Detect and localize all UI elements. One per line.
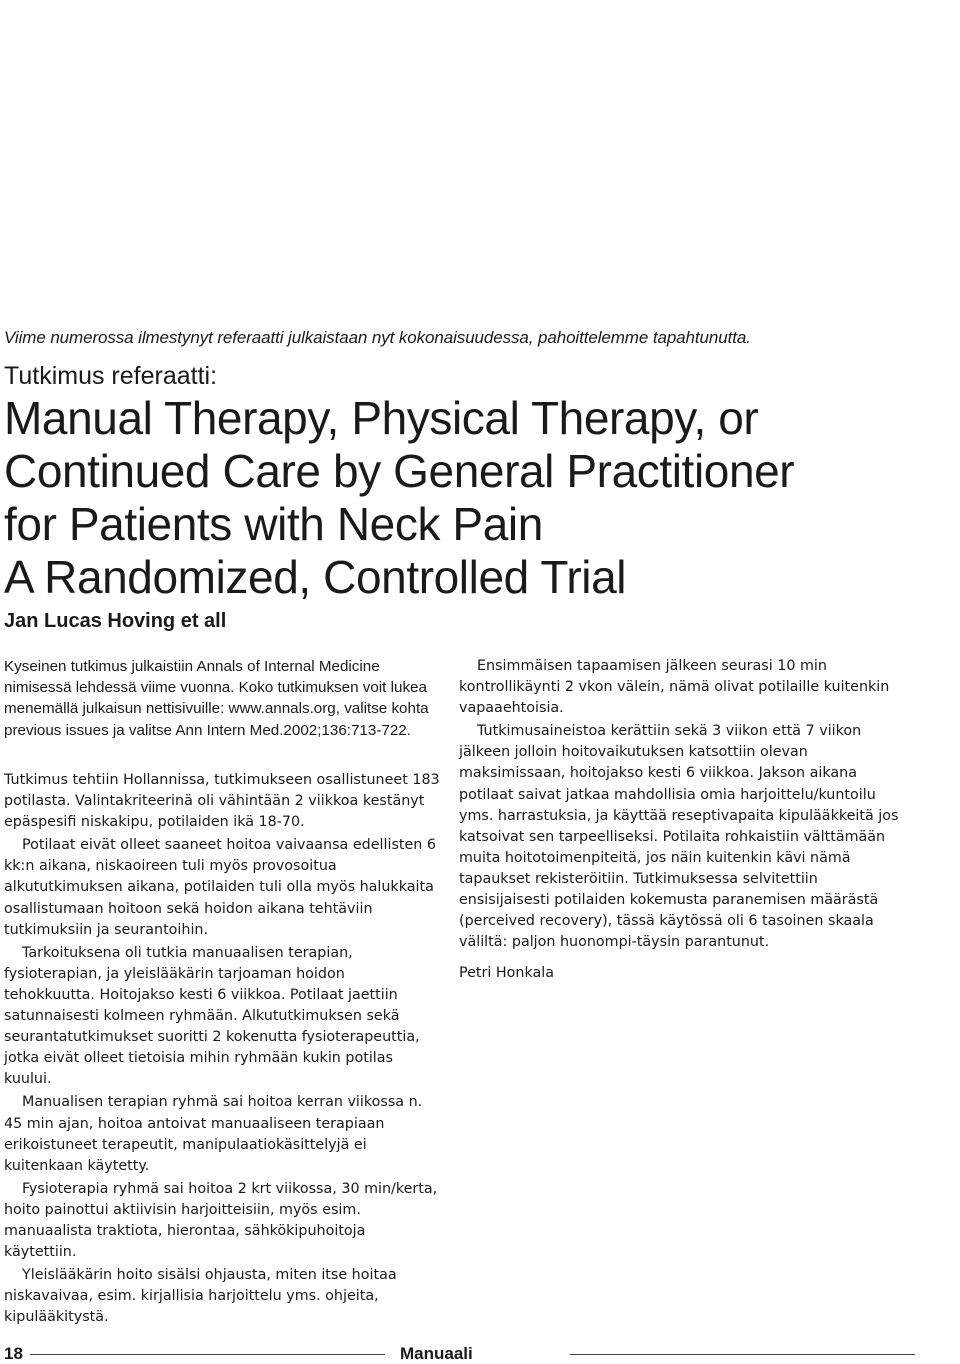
article-title (4, 392, 954, 604)
editorial-note: Viime numerossa ilmestynyt referaatti julkaistaan nyt kokonaisuudessa, pahoittelemme tapahtunutta. (4, 328, 751, 347)
page-number: 18 (4, 1344, 23, 1363)
body-paragraph: Potilaat eivät olleet saaneet hoitoa vaivaansa edellisten 6 kk:n aikana, niskaoireen tuli myös provosoitua alkututkimuksen aikana, potilaiden tuli olla myös halukkaita osallistumaan hoitoon sekä hoidon aikana tehtäviin tutkimuksiin ja seurantoihin. (4, 837, 436, 938)
body-paragraph: Yleislääkärin hoito sisälsi ohjausta, miten itse hoitaa niskavaivaa, esim. kirjallisia harjoittelu yms. ohjeita, kipulääkitystä. (4, 1267, 397, 1326)
right-column (459, 656, 899, 986)
footer-rule (570, 1354, 915, 1355)
journal-name: Manuaali (400, 1344, 473, 1363)
footer-rule (30, 1354, 385, 1355)
body-paragraph: Tarkoituksena oli tutkia manuaalisen terapian, fysioterapian, ja yleislääkärin tarjoaman hoidon tehokkuutta. Hoitojakso kesti 6 viikkoa. Potilaat jaettiin satunnaisesti kolmeen ryhmään. Alkututkimuksen sekä seurantatutkimukset suoritti 2 kokenutta fysioterapeuttia, jotka eivät olleet tietoisia mihin ryhmään kukin potilas kuului. (4, 944, 420, 1088)
title-line: for Patients with Neck Pain (4, 498, 543, 550)
body-paragraph: Manualisen terapian ryhmä sai hoitoa kerran viikossa n. 45 min ajan, hoitoa antoivat manuaaliseen terapiaan erikoistuneet terapeutit, manipulaatiokäsittelyjä ei kuitenkaan käytetty. (4, 1094, 423, 1174)
intro-paragraph: Kyseinen tutkimus julkaistiin Annals of Internal Medicine nimisessä lehdessä viime vuonna. Koko tutkimuksen voit lukea menemällä julkaisun nettisivuille: www.annals.org, valitse kohta previous issues ja valitse Ann Intern Med.2002;136:713-722. (4, 658, 429, 739)
article-author: Jan Lucas Hoving et all (4, 610, 227, 632)
body-paragraph: Fysioterapia ryhmä sai hoitoa 2 krt viikossa, 30 min/kerta, hoito painottui aktiivisin harjoitteisiin, myös esim. manuaalista traktiota, hierontaa, sähkökipuhoitoja käytettiin. (4, 1180, 438, 1261)
body-paragraph: Tutkimus tehtiin Hollannissa, tutkimukseen osallistuneet 183 potilasta. Valintakriteerinä oli vähintään 2 viikkoa kestänyt epäspesifi niskakipu, potilaiden ikä 18-70. (4, 772, 440, 831)
signature: Petri Honkala (459, 965, 554, 982)
title-line: Manual Therapy, Physical Therapy, or (4, 392, 759, 444)
left-column (4, 770, 440, 1330)
body-paragraph: Tutkimusaineistoa kerättiin sekä 3 viikon että 7 viikon jälkeen jolloin hoitovaikutuksen katsottiin olevan maksimissaan, hoitojakso kesti 6 viikkoa. Jakson aikana potilaat saivat jatkaa mahdollisia omia harjoittelu/kuntoilu yms. harrastuksia, ja käyttää reseptivapaita kipulääkkeitä jos katsoivat sen tarpeelliseksi. Potilaita rohkaistiin välttämään muita hoitotoimenpiteitä, jos näin kuitenkin kävi nämä tapaukset rekisteröitiin. Tutkimuksessa selvitettiin ensisijaisesti potilaiden kokemusta paranemisen määrästä (perceived recovery), tässä käytössä oli 6 tasoinen skaala väliltä: paljon huonompi-täysin parantunut. (459, 723, 899, 951)
body-paragraph: Ensimmäisen tapaamisen jälkeen seurasi 10 min kontrollikäynti 2 vkon välein, nämä olivat potilaille kuitenkin vapaaehtoisia. (459, 658, 890, 717)
article-kicker: Tutkimus referaatti: (4, 362, 218, 390)
title-line: Continued Care by General Practitioner (4, 445, 795, 497)
title-line: A Randomized, Controlled Trial (4, 551, 627, 603)
